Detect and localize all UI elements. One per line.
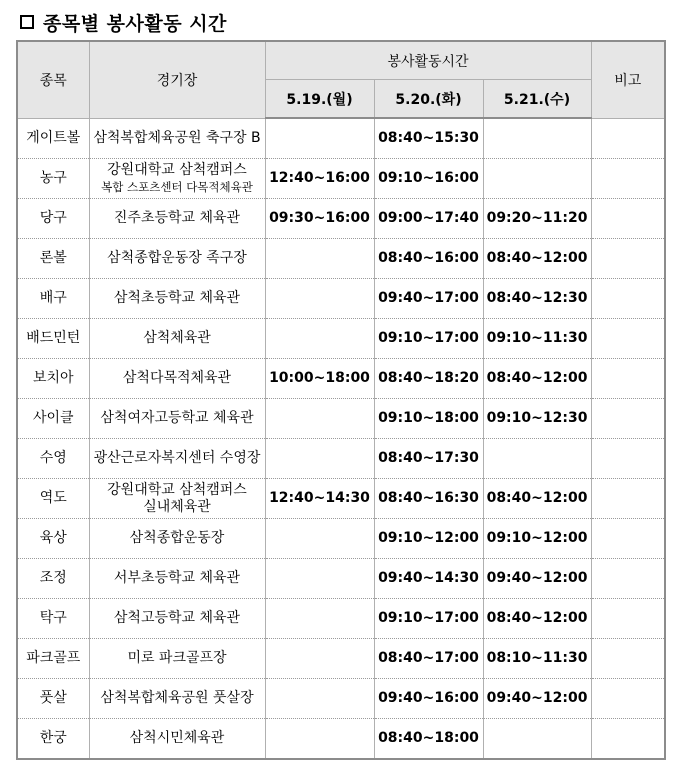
sport-cell: 파크골프 xyxy=(17,639,89,679)
time-cell-day1 xyxy=(265,639,374,679)
venue-name: 삼척체육관 xyxy=(143,330,211,346)
time-cell-day3: 08:40~12:00 xyxy=(483,359,591,399)
venue-name: 삼척초등학교 체육관 xyxy=(113,290,241,306)
venue-cell xyxy=(89,199,265,239)
note-cell xyxy=(591,599,665,639)
time-cell-day1 xyxy=(265,439,374,479)
venue-cell xyxy=(89,279,265,319)
venue-name: 삼척다목적체육관 xyxy=(122,370,232,386)
note-cell xyxy=(591,359,665,399)
time-cell-day3: 09:20~11:20 xyxy=(483,199,591,239)
section-title xyxy=(20,8,227,36)
header-note: 비고 xyxy=(591,41,665,118)
time-cell-day3: 08:40~12:00 xyxy=(483,599,591,639)
note-cell xyxy=(591,239,665,279)
time-cell-day1: 12:40~14:30 xyxy=(265,479,374,519)
time-cell-day1 xyxy=(265,239,374,279)
sport-cell: 육상 xyxy=(17,519,89,559)
table-row xyxy=(17,479,665,519)
venue-name: 삼척여자고등학교 체육관 xyxy=(100,410,254,426)
time-cell-day1 xyxy=(265,279,374,319)
time-cell-day1 xyxy=(265,559,374,599)
sport-cell: 사이클 xyxy=(17,399,89,439)
sport-cell: 탁구 xyxy=(17,599,89,639)
time-cell-day2: 09:10~12:00 xyxy=(374,519,483,559)
note-cell xyxy=(591,519,665,559)
time-cell-day1 xyxy=(265,599,374,639)
time-cell-day2: 09:10~18:00 xyxy=(374,399,483,439)
time-cell-day3 xyxy=(483,118,591,159)
sport-cell: 역도 xyxy=(17,479,89,519)
table-row xyxy=(17,319,665,359)
venue-name: 삼척종합운동장 족구장 xyxy=(107,250,247,266)
table-row xyxy=(17,159,665,199)
volunteer-schedule-table xyxy=(16,40,666,760)
table-row xyxy=(17,639,665,679)
venue-cell xyxy=(89,719,265,760)
header-date-3: 5.21.(수) xyxy=(483,80,591,119)
time-cell-day3: 09:10~12:00 xyxy=(483,519,591,559)
venue-cell xyxy=(89,118,265,159)
venue-cell xyxy=(89,639,265,679)
table-row xyxy=(17,439,665,479)
header-volunteer-time: 봉사활동시간 xyxy=(265,41,591,80)
table-row xyxy=(17,279,665,319)
note-cell xyxy=(591,719,665,760)
time-cell-day1 xyxy=(265,719,374,760)
time-cell-day3 xyxy=(483,159,591,199)
venue-cell xyxy=(89,319,265,359)
time-cell-day1 xyxy=(265,519,374,559)
venue-name: 강원대학교 삼척캠퍼스 xyxy=(107,161,247,178)
sport-cell: 보치아 xyxy=(17,359,89,399)
time-cell-day3 xyxy=(483,719,591,760)
note-cell xyxy=(591,118,665,159)
time-cell-day1 xyxy=(265,399,374,439)
time-cell-day2: 08:40~18:00 xyxy=(374,719,483,760)
time-cell-day2: 09:00~17:40 xyxy=(374,199,483,239)
note-cell xyxy=(591,279,665,319)
venue-cell xyxy=(89,599,265,639)
venue-name: 서부초등학교 체육관 xyxy=(113,570,241,586)
time-cell-day2: 08:40~17:30 xyxy=(374,439,483,479)
note-cell xyxy=(591,479,665,519)
time-cell-day2: 08:40~17:00 xyxy=(374,639,483,679)
table-row xyxy=(17,519,665,559)
time-cell-day1 xyxy=(265,118,374,159)
header-venue: 경기장 xyxy=(89,41,265,118)
table-row xyxy=(17,199,665,239)
time-cell-day2: 08:40~16:30 xyxy=(374,479,483,519)
venue-cell xyxy=(89,159,265,199)
sport-cell: 배구 xyxy=(17,279,89,319)
venue-name: 광산근로자복지센터 수영장 xyxy=(93,450,261,466)
venue-cell xyxy=(89,439,265,479)
note-cell xyxy=(591,559,665,599)
time-cell-day2: 08:40~16:00 xyxy=(374,239,483,279)
venue-name: 진주초등학교 체육관 xyxy=(113,210,241,226)
sport-cell: 배드민턴 xyxy=(17,319,89,359)
time-cell-day3: 09:10~11:30 xyxy=(483,319,591,359)
time-cell-day1: 09:30~16:00 xyxy=(265,199,374,239)
time-cell-day2: 08:40~15:30 xyxy=(374,118,483,159)
sport-cell: 게이트볼 xyxy=(17,118,89,159)
table-body xyxy=(17,118,665,759)
time-cell-day3: 09:40~12:00 xyxy=(483,679,591,719)
time-cell-day1 xyxy=(265,319,374,359)
header-date-1: 5.19.(월) xyxy=(265,80,374,119)
table-row xyxy=(17,719,665,760)
section-title-text: 종목별 봉사활동 시간 xyxy=(43,12,227,35)
sport-cell: 한궁 xyxy=(17,719,89,760)
venue-name: 강원대학교 삼척캠퍼스 xyxy=(107,481,247,498)
sport-cell: 론볼 xyxy=(17,239,89,279)
venue-name: 삼척종합운동장 xyxy=(129,530,225,546)
table-row xyxy=(17,679,665,719)
time-cell-day2: 09:10~17:00 xyxy=(374,319,483,359)
venue-cell xyxy=(89,479,265,519)
venue-cell xyxy=(89,399,265,439)
time-cell-day2: 09:10~17:00 xyxy=(374,599,483,639)
table-row xyxy=(17,399,665,439)
sport-cell: 풋살 xyxy=(17,679,89,719)
venue-name: 삼척고등학교 체육관 xyxy=(113,610,241,626)
venue-detail: 실내체육관 xyxy=(143,498,211,515)
venue-name: 삼척복합체육공원 풋살장 xyxy=(100,690,254,706)
time-cell-day1: 10:00~18:00 xyxy=(265,359,374,399)
note-cell xyxy=(591,199,665,239)
note-cell xyxy=(591,679,665,719)
venue-cell xyxy=(89,559,265,599)
table-row xyxy=(17,599,665,639)
time-cell-day2: 09:40~17:00 xyxy=(374,279,483,319)
time-cell-day1 xyxy=(265,679,374,719)
note-cell xyxy=(591,159,665,199)
time-cell-day2: 09:10~16:00 xyxy=(374,159,483,199)
sport-cell: 당구 xyxy=(17,199,89,239)
note-cell xyxy=(591,639,665,679)
table-row xyxy=(17,559,665,599)
venue-name: 삼척시민체육관 xyxy=(129,730,225,746)
table-row xyxy=(17,239,665,279)
sport-cell: 농구 xyxy=(17,159,89,199)
time-cell-day3: 09:40~12:00 xyxy=(483,559,591,599)
time-cell-day2: 09:40~14:30 xyxy=(374,559,483,599)
note-cell xyxy=(591,319,665,359)
time-cell-day1: 12:40~16:00 xyxy=(265,159,374,199)
time-cell-day3 xyxy=(483,439,591,479)
venue-name: 미로 파크골프장 xyxy=(127,650,227,666)
table-row xyxy=(17,118,665,159)
time-cell-day3: 08:40~12:00 xyxy=(483,479,591,519)
venue-detail: 복합 스포츠센터 다목적체육관 xyxy=(101,179,253,194)
time-cell-day3: 08:40~12:00 xyxy=(483,239,591,279)
time-cell-day3: 09:10~12:30 xyxy=(483,399,591,439)
venue-cell xyxy=(89,519,265,559)
sport-cell: 조정 xyxy=(17,559,89,599)
time-cell-day3: 08:10~11:30 xyxy=(483,639,591,679)
venue-cell xyxy=(89,359,265,399)
venue-cell xyxy=(89,679,265,719)
table-row xyxy=(17,359,665,399)
header-sport: 종목 xyxy=(17,41,89,118)
time-cell-day2: 09:40~16:00 xyxy=(374,679,483,719)
checkbox-square-icon xyxy=(20,15,34,29)
time-cell-day2: 08:40~18:20 xyxy=(374,359,483,399)
note-cell xyxy=(591,399,665,439)
note-cell xyxy=(591,439,665,479)
sport-cell: 수영 xyxy=(17,439,89,479)
venue-cell xyxy=(89,239,265,279)
header-date-2: 5.20.(화) xyxy=(374,80,483,119)
venue-name: 삼척복합체육공원 축구장 B xyxy=(93,129,261,146)
time-cell-day3: 08:40~12:30 xyxy=(483,279,591,319)
